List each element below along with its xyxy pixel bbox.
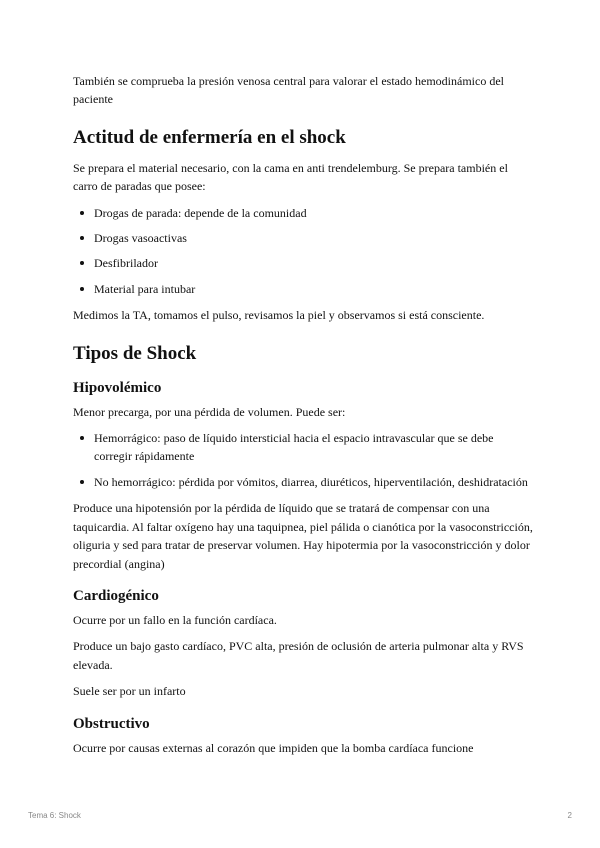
- subheading-hipovolemico: Hipovolémico: [73, 379, 162, 396]
- bullet-icon: [80, 236, 84, 240]
- bullet-icon: [80, 480, 84, 484]
- cardio-paragraph-3: Suele ser por un infarto: [73, 684, 186, 699]
- bullet-icon: [80, 436, 84, 440]
- section-heading-tipos: Tipos de Shock: [73, 342, 197, 364]
- actitud-paragraph-2: Medimos la TA, tomamos el pulso, revisamos la piel y observamos si está consciente.: [73, 308, 485, 323]
- material-list: [73, 204, 533, 299]
- hipo-paragraph-2: Produce una hipotensión por la pérdida de líquido que se tratará de compensar con una taquicardia. Al faltar oxígeno hay una taquipnea, piel pálida o cianótica por la vasoconstricción, oliguria y sed para tratar de preservar volumen. Hay hipotermia por la vasoconstricción y dolor precordial (angina): [73, 501, 533, 571]
- actitud-paragraph-1: Se prepara el material necesario, con la cama en anti trendelemburg. Se prepara también el carro de paradas que posee:: [73, 160, 508, 194]
- cardio-paragraph-2: Produce un bajo gasto cardíaco, PVC alta, presión de oclusión de arteria pulmonar alta y RVS elevada.: [73, 639, 524, 672]
- footer-title: Tema 6: Shock: [28, 811, 81, 820]
- hipo-list: [73, 429, 533, 491]
- bullet-icon: [80, 211, 84, 215]
- list-item: Hemorrágico: paso de líquido intersticial hacia el espacio intravascular que se debe corregir rápidamente: [73, 429, 533, 466]
- list-item: No hemorrágico: pérdida por vómitos, diarrea, diuréticos, hiperventilación, deshidratación: [73, 473, 533, 491]
- intro-paragraph: También se comprueba la presión venosa central para valorar el estado hemodinámico del paciente: [73, 74, 504, 107]
- obstr-paragraph-1: Ocurre por causas externas al corazón que impiden que la bomba cardíaca funcione: [73, 740, 474, 755]
- list-item: Material para intubar: [73, 280, 533, 298]
- section-heading-actitud: Actitud de enfermería en el shock: [73, 126, 346, 148]
- list-item: Desfibrilador: [73, 254, 533, 272]
- document-page: [73, 72, 533, 765]
- subheading-obstructivo: Obstructivo: [73, 715, 150, 732]
- list-item: Drogas vasoactivas: [73, 229, 533, 247]
- subheading-cardiogenico: Cardiogénico: [73, 587, 159, 604]
- bullet-icon: [80, 261, 84, 265]
- cardio-paragraph-1: Ocurre por un fallo en la función cardíaca.: [73, 612, 277, 627]
- page-number: 2: [567, 811, 572, 820]
- hipo-paragraph-1: Menor precarga, por una pérdida de volumen. Puede ser:: [73, 404, 346, 419]
- bullet-icon: [80, 287, 84, 291]
- list-item: Drogas de parada: depende de la comunidad: [73, 204, 533, 222]
